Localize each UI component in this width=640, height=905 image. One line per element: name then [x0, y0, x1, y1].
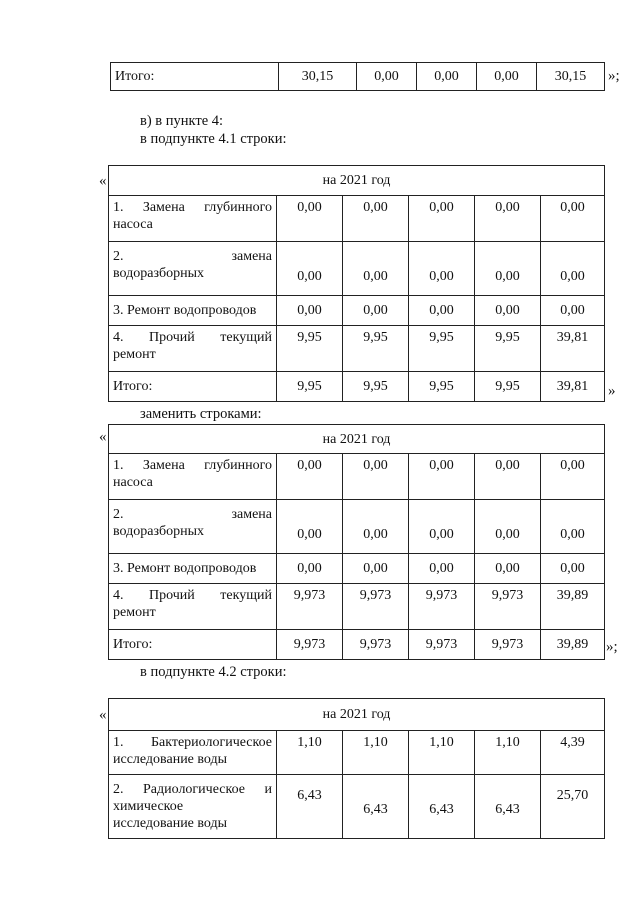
row-label: 2. замена водоразборных [109, 500, 277, 554]
table-after [108, 424, 605, 660]
value-cell: 4,39 [541, 731, 605, 775]
row-label: Итого: [109, 630, 277, 660]
value-cell: 0,00 [475, 242, 541, 296]
value-cell: 0,00 [343, 196, 409, 242]
value-cell: 1,10 [409, 731, 475, 775]
year-header: на 2021 год [109, 425, 605, 454]
value-cell: 9,973 [475, 630, 541, 660]
value-cell: 0,00 [277, 500, 343, 554]
table-row [109, 326, 605, 372]
value-cell: 0,00 [277, 196, 343, 242]
table-row [109, 296, 605, 326]
value-cell: 0,00 [417, 63, 477, 91]
value-cell: 9,95 [409, 326, 475, 372]
value-cell: 0,00 [475, 454, 541, 500]
table-row [109, 554, 605, 584]
value-cell: 0,00 [475, 554, 541, 584]
table-row [109, 454, 605, 500]
table-header-row [109, 425, 605, 454]
value-cell: 39,89 [541, 584, 605, 630]
value-cell: 0,00 [541, 554, 605, 584]
close-quote: »; [608, 68, 620, 84]
value-cell: 0,00 [409, 454, 475, 500]
value-cell: 0,00 [343, 242, 409, 296]
paragraph-subpoint-41: в подпункте 4.1 строки: [140, 131, 287, 147]
table-row [109, 731, 605, 775]
value-cell: 0,00 [475, 296, 541, 326]
row-label: 1. Замена глубинного насоса [109, 196, 277, 242]
row-label: 4. Прочий текущий ремонт [109, 584, 277, 630]
value-cell: 39,89 [541, 630, 605, 660]
value-cell: 9,95 [343, 372, 409, 402]
row-label: 2. замена водоразборных [109, 242, 277, 296]
table-water-analysis [108, 698, 605, 839]
value-cell: 1,10 [475, 731, 541, 775]
value-cell: 9,95 [277, 372, 343, 402]
value-cell: 9,95 [475, 372, 541, 402]
value-cell: 6,43 [277, 775, 343, 839]
value-cell: 6,43 [409, 775, 475, 839]
table-row [109, 242, 605, 296]
table-header-row [109, 166, 605, 196]
value-cell: 9,95 [409, 372, 475, 402]
table-before [108, 165, 605, 402]
value-cell: 9,973 [475, 584, 541, 630]
value-cell: 6,43 [343, 775, 409, 839]
value-cell: 0,00 [277, 296, 343, 326]
row-label: 1. Бактериологическое исследование воды [109, 731, 277, 775]
value-cell: 0,00 [409, 196, 475, 242]
row-label: 3. Ремонт водопроводов [109, 554, 277, 584]
row-label: 1. Замена глубинного насоса [109, 454, 277, 500]
close-quote: » [608, 383, 616, 399]
value-cell: 0,00 [277, 242, 343, 296]
value-cell: 30,15 [279, 63, 357, 91]
value-cell: 9,95 [277, 326, 343, 372]
row-label: 2. Радиологическое и химическое исследование воды [109, 775, 277, 839]
value-cell: 0,00 [409, 554, 475, 584]
value-cell: 0,00 [477, 63, 537, 91]
value-cell: 0,00 [541, 242, 605, 296]
year-header: на 2021 год [109, 699, 605, 731]
value-cell: 1,10 [277, 731, 343, 775]
value-cell: 0,00 [475, 196, 541, 242]
open-quote: « [99, 429, 107, 445]
value-cell: 9,95 [343, 326, 409, 372]
table-row [109, 775, 605, 839]
top-total-table [110, 62, 605, 91]
value-cell: 0,00 [357, 63, 417, 91]
value-cell: 0,00 [343, 500, 409, 554]
total-label: Итого: [111, 63, 279, 91]
table-header-row [109, 699, 605, 731]
value-cell: 0,00 [541, 296, 605, 326]
value-cell: 9,95 [475, 326, 541, 372]
value-cell: 0,00 [541, 454, 605, 500]
value-cell: 0,00 [343, 296, 409, 326]
value-cell: 25,70 [541, 775, 605, 839]
open-quote: « [99, 173, 107, 189]
value-cell: 9,973 [409, 584, 475, 630]
value-cell: 0,00 [343, 454, 409, 500]
open-quote: « [99, 707, 107, 723]
value-cell: 0,00 [541, 500, 605, 554]
value-cell: 0,00 [475, 500, 541, 554]
value-cell: 9,973 [409, 630, 475, 660]
paragraph-subpoint-42: в подпункте 4.2 строки: [140, 664, 287, 680]
table-row [111, 63, 605, 91]
value-cell: 0,00 [277, 454, 343, 500]
close-quote: »; [606, 639, 618, 655]
value-cell: 39,81 [541, 326, 605, 372]
table-row [109, 372, 605, 402]
value-cell: 6,43 [475, 775, 541, 839]
year-header: на 2021 год [109, 166, 605, 196]
table-row [109, 584, 605, 630]
value-cell: 0,00 [409, 500, 475, 554]
value-cell: 9,973 [277, 630, 343, 660]
table-row [109, 500, 605, 554]
value-cell: 1,10 [343, 731, 409, 775]
value-cell: 0,00 [409, 242, 475, 296]
value-cell: 30,15 [537, 63, 605, 91]
row-label: Итого: [109, 372, 277, 402]
value-cell: 0,00 [541, 196, 605, 242]
paragraph-item-v: в) в пункте 4: [140, 113, 224, 129]
value-cell: 0,00 [409, 296, 475, 326]
value-cell: 0,00 [343, 554, 409, 584]
table-row [109, 630, 605, 660]
value-cell: 9,973 [277, 584, 343, 630]
paragraph-replace: заменить строками: [140, 406, 262, 422]
row-label: 4. Прочий текущий ремонт [109, 326, 277, 372]
table-row [109, 196, 605, 242]
value-cell: 9,973 [343, 630, 409, 660]
row-label: 3. Ремонт водопроводов [109, 296, 277, 326]
value-cell: 39,81 [541, 372, 605, 402]
value-cell: 9,973 [343, 584, 409, 630]
value-cell: 0,00 [277, 554, 343, 584]
